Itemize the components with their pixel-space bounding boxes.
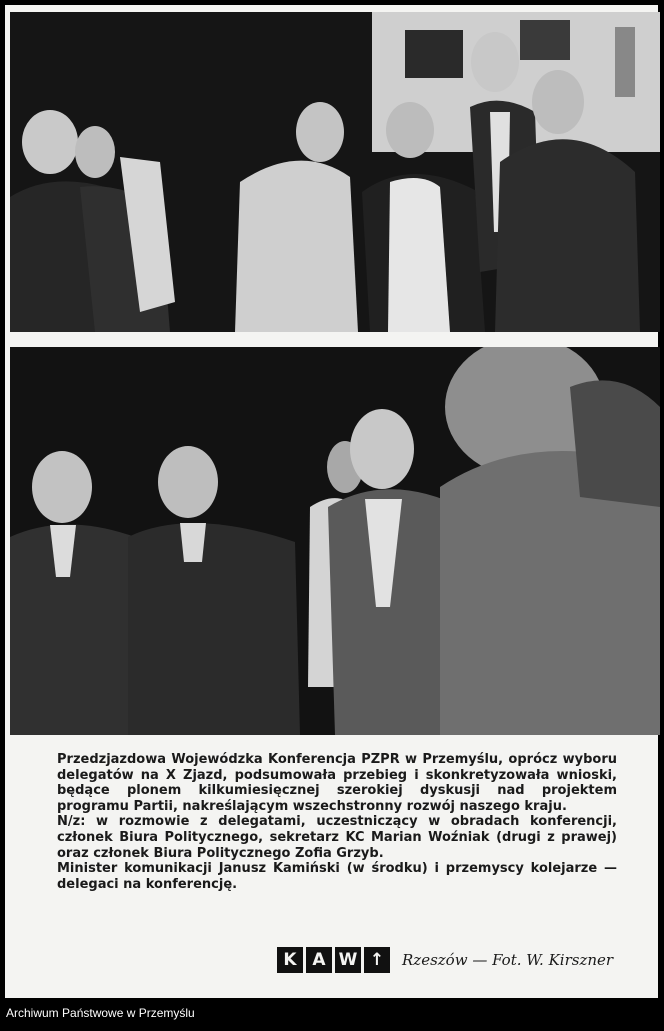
bottom-photograph [10,347,660,735]
caption-paragraph: Minister komunikacji Janusz Kamiński (w środku) i przemyscy kolejarze — delegaci na konferencję. [57,861,617,892]
photo-sheet [5,5,658,998]
kaw-logo-letter: W [335,947,361,973]
kaw-agency-logo [277,947,390,973]
kaw-logo-letter: ↑ [364,947,390,973]
top-photograph [10,12,660,332]
caption-paragraph: Przedzjazdowa Wojewódzka Konferencja PZPR w Przemyślu, oprócz wyboru delegatów na X Zjazd, podsumowała przebieg i skonkretyzowała wnioski, będące plonem kilkumiesięcznej szerokiej dyskusji nad projektem programu Partii, nakreślającym wszechstronny rozwój naszego kraju. [57,752,617,814]
bottom-photo-image [10,347,660,735]
caption-paragraph: N/z: w rozmowie z delegatami, uczestniczący w obradach konferencji, członek Biura Politycznego, sekretarz KC Marian Woźniak (drugi z prawej) oraz członek Biura Politycznego Zofia Grzyb. [57,814,617,861]
caption-text [57,752,617,892]
archive-label: Archiwum Państwowe w Przemyślu [6,1006,195,1020]
top-photo-image [10,12,660,332]
photographer-credit: Rzeszów — Fot. W. Kirszner [402,951,614,969]
kaw-logo-letter: A [306,947,332,973]
photo-credit-row [277,945,617,975]
kaw-logo-letter: K [277,947,303,973]
